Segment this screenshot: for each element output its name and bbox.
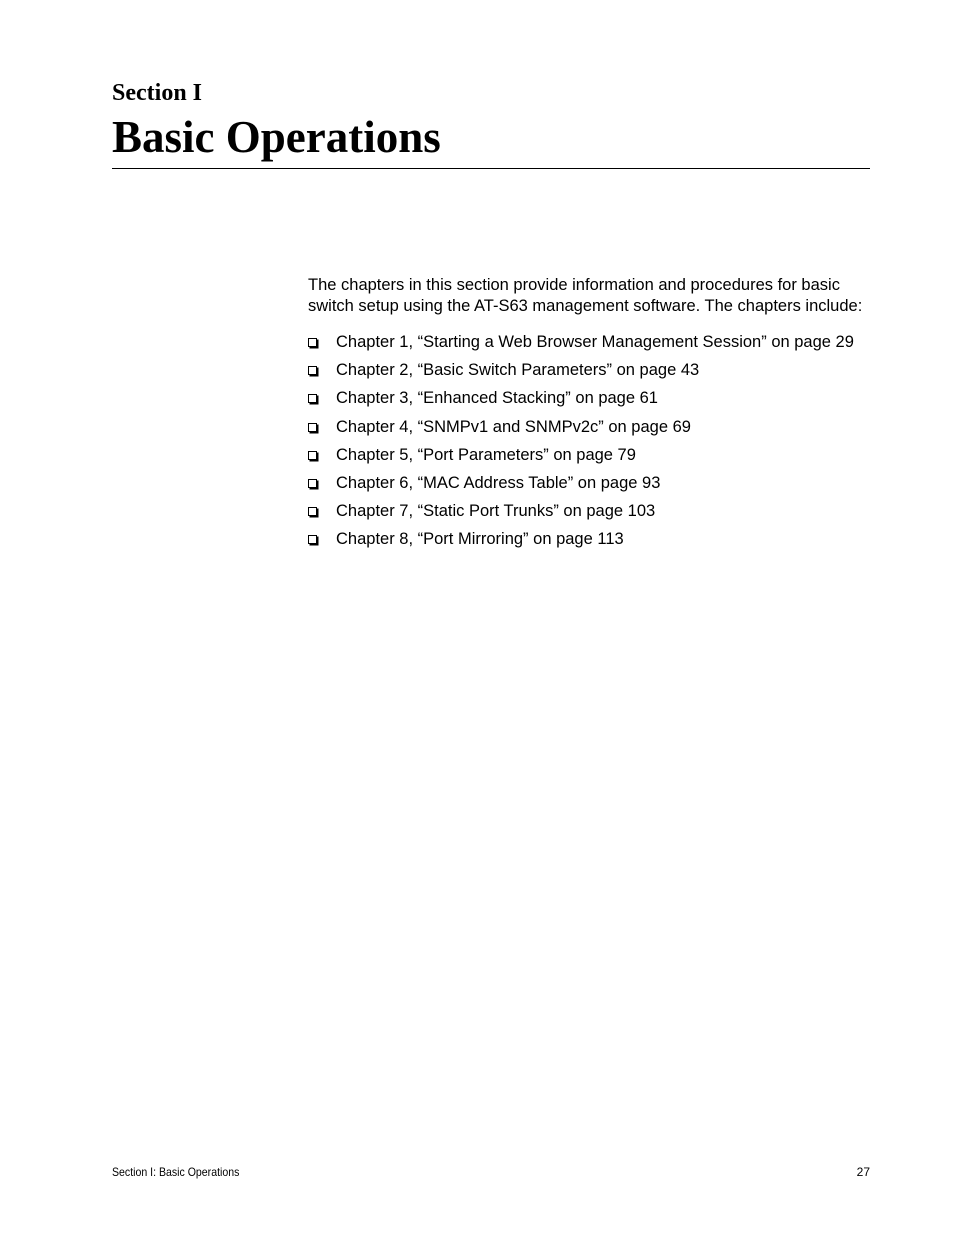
chapter-reference[interactable]: Chapter 1, “Starting a Web Browser Management Session” on page 29 — [336, 333, 854, 351]
main-content — [308, 275, 878, 558]
intro-paragraph: The chapters in this section provide information and procedures for basic switch setup using the AT-S63 management software. The chapters include: — [308, 276, 863, 315]
chapter-list-item — [308, 501, 878, 529]
chapter-list-item — [308, 360, 878, 388]
chapter-list-item — [308, 473, 878, 501]
square-bullet-icon — [308, 451, 317, 460]
chapter-list-item — [308, 445, 878, 473]
chapter-reference[interactable]: Chapter 6, “MAC Address Table” on page 93 — [336, 473, 661, 492]
square-bullet-icon — [308, 423, 317, 432]
chapter-reference[interactable]: Chapter 7, “Static Port Trunks” on page 103 — [336, 502, 656, 521]
square-bullet-icon — [308, 366, 317, 375]
chapter-reference[interactable]: Chapter 4, “SNMPv1 and SNMPv2c” on page 69 — [336, 417, 691, 436]
chapter-list-item — [308, 417, 878, 445]
chapter-reference[interactable]: Chapter 5, “Port Parameters” on page 79 — [336, 445, 636, 464]
title-divider — [112, 168, 870, 169]
page-title: Basic Operations — [112, 112, 441, 162]
square-bullet-icon — [308, 535, 317, 544]
square-bullet-icon — [308, 338, 317, 347]
chapter-list-item — [308, 332, 878, 360]
square-bullet-icon — [308, 479, 317, 488]
footer-page-number: 27 — [856, 1165, 870, 1179]
chapter-reference[interactable]: Chapter 8, “Port Mirroring” on page 113 — [336, 530, 624, 549]
section-label: Section I — [112, 80, 202, 106]
chapter-reference[interactable]: Chapter 3, “Enhanced Stacking” on page 61 — [336, 389, 658, 408]
chapter-list — [308, 332, 878, 558]
square-bullet-icon — [308, 507, 317, 516]
chapter-reference[interactable]: Chapter 2, “Basic Switch Parameters” on page 43 — [336, 361, 700, 380]
chapter-list-item — [308, 529, 878, 557]
footer-section-title: Section I: Basic Operations — [112, 1165, 240, 1179]
chapter-list-item — [308, 388, 878, 416]
square-bullet-icon — [308, 394, 317, 403]
